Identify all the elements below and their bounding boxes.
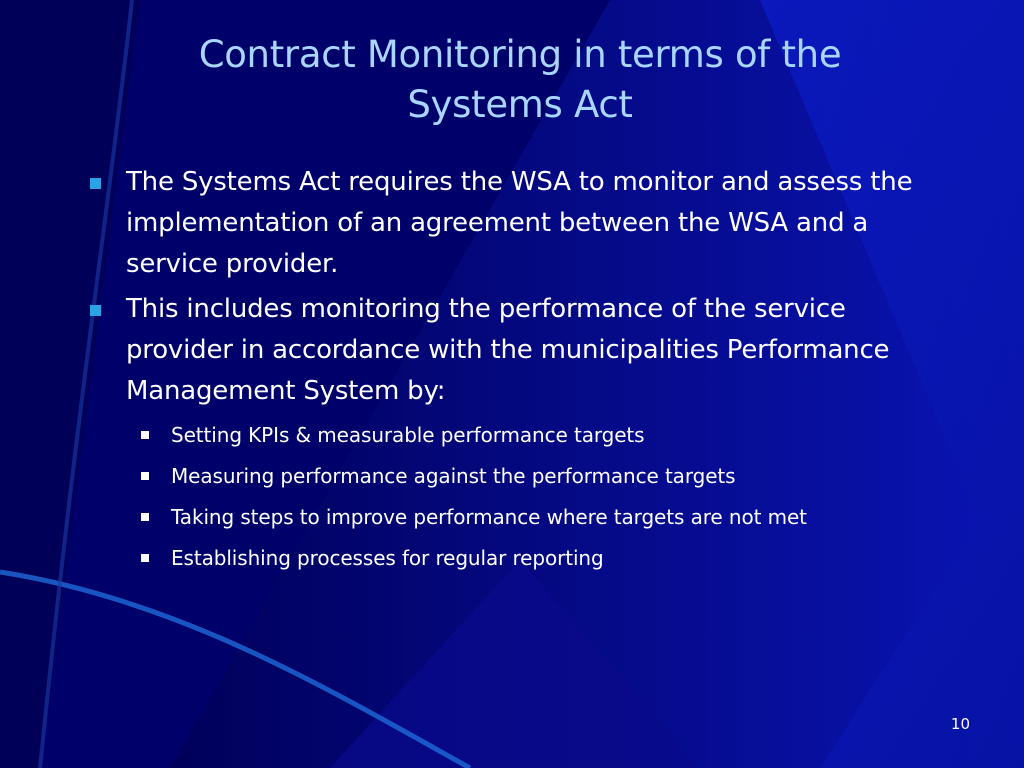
sub-bullet-item	[126, 419, 948, 451]
sub-bullet-item	[126, 542, 948, 574]
square-bullet-icon	[141, 554, 149, 562]
sub-bullet-text: Establishing processes for regular reporting	[171, 546, 604, 570]
bullet-list	[88, 162, 948, 583]
sub-bullet-text: Measuring performance against the performance targets	[171, 464, 736, 488]
slide-title	[90, 30, 950, 130]
square-bullet-icon	[90, 305, 101, 316]
bullet-item	[88, 162, 948, 285]
sub-bullet-text: Taking steps to improve performance where targets are not met	[171, 505, 807, 529]
sub-bullet-text: Setting KPIs & measurable performance targets	[171, 423, 645, 447]
square-bullet-icon	[141, 472, 149, 480]
square-bullet-icon	[141, 513, 149, 521]
bullet-item	[88, 289, 948, 574]
slide-title-line-2: Systems Act	[407, 83, 633, 126]
bullet-text: This includes monitoring the performance of the service provider in accordance with the municipalities Performance Management System by:	[126, 294, 890, 406]
sub-bullet-item	[126, 460, 948, 492]
slide-title-line-1: Contract Monitoring in terms of the	[198, 33, 842, 76]
sub-bullet-item	[126, 501, 948, 533]
square-bullet-icon	[141, 431, 149, 439]
bullet-text: The Systems Act requires the WSA to monitor and assess the implementation of an agreement between the WSA and a service provider.	[126, 167, 913, 279]
sub-bullet-list	[126, 419, 948, 574]
slide-number: 10	[950, 715, 970, 733]
square-bullet-icon	[90, 178, 101, 189]
